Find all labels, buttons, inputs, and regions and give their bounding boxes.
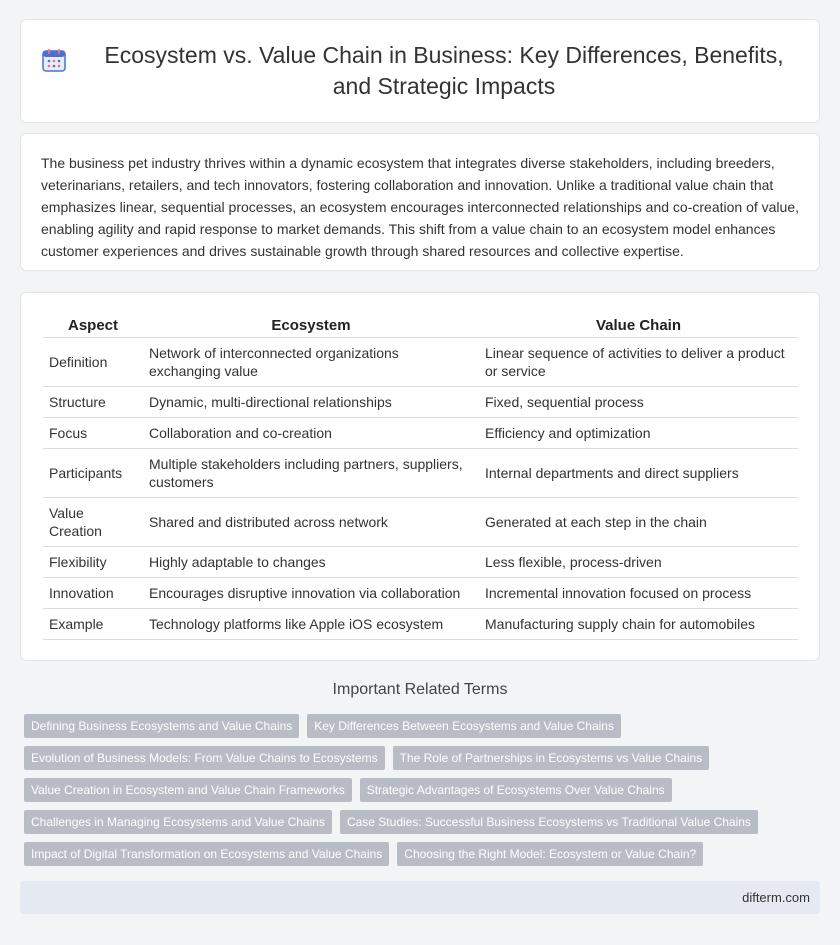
cell-value-chain: Less flexible, process-driven — [479, 546, 798, 577]
cell-aspect: Example — [43, 608, 143, 639]
cell-value-chain: Fixed, sequential process — [479, 386, 798, 417]
cell-value-chain: Internal departments and direct suppliers — [479, 448, 798, 497]
table-row — [43, 386, 798, 417]
table-row — [43, 577, 798, 608]
cell-aspect: Participants — [43, 448, 143, 497]
related-term-link[interactable]: Case Studies: Successful Business Ecosystems vs Traditional Value Chains — [340, 810, 758, 834]
related-term-link[interactable]: Choosing the Right Model: Ecosystem or Value Chain? — [397, 842, 703, 866]
table-row — [43, 497, 798, 546]
cell-aspect: Flexibility — [43, 546, 143, 577]
cell-ecosystem: Collaboration and co-creation — [143, 417, 479, 448]
intro-paragraph: The business pet industry thrives within a dynamic ecosystem that integrates diverse stakeholders, including breeders, veterinarians, retailers, and tech innovators, fostering collaboration and innovation. Unlike a traditional value chain that emphasizes linear, sequential processes, an ecosystem encourages interconnected relationships and co-creation of value, enabling agility and rapid response to market demands. This shift from a value chain to an ecosystem model enhances customer experiences and drives sustainable growth through shared resources and collective expertise. — [41, 155, 799, 259]
table-row — [43, 608, 798, 639]
table-row — [43, 546, 798, 577]
related-term-link[interactable]: The Role of Partnerships in Ecosystems vs Value Chains — [393, 746, 710, 770]
related-term-link[interactable]: Key Differences Between Ecosystems and Value Chains — [307, 714, 621, 738]
related-term-link[interactable]: Evolution of Business Models: From Value Chains to Ecosystems — [24, 746, 385, 770]
related-term-link[interactable]: Challenges in Managing Ecosystems and Value Chains — [24, 810, 332, 834]
cell-ecosystem: Network of interconnected organizations exchanging value — [143, 337, 479, 386]
table-row — [43, 448, 798, 497]
cell-ecosystem: Dynamic, multi-directional relationships — [143, 386, 479, 417]
cell-value-chain: Manufacturing supply chain for automobiles — [479, 608, 798, 639]
related-terms-list — [24, 714, 820, 874]
header-card — [20, 19, 820, 123]
table-row — [43, 417, 798, 448]
cell-aspect: Innovation — [43, 577, 143, 608]
footer-site-link[interactable]: difterm.com — [742, 890, 810, 905]
cell-value-chain: Efficiency and optimization — [479, 417, 798, 448]
cell-aspect: Value Creation — [43, 497, 143, 546]
related-term-link[interactable]: Impact of Digital Transformation on Ecosystems and Value Chains — [24, 842, 389, 866]
intro-card — [20, 133, 820, 271]
cell-aspect: Structure — [43, 386, 143, 417]
cell-aspect: Definition — [43, 337, 143, 386]
cell-value-chain: Incremental innovation focused on process — [479, 577, 798, 608]
cell-value-chain: Generated at each step in the chain — [479, 497, 798, 546]
column-header-value-chain: Value Chain — [479, 311, 798, 337]
footer — [20, 881, 820, 914]
cell-aspect: Focus — [43, 417, 143, 448]
column-header-ecosystem: Ecosystem — [143, 311, 479, 337]
cell-ecosystem: Technology platforms like Apple iOS ecosystem — [143, 608, 479, 639]
cell-ecosystem: Multiple stakeholders including partners, suppliers, customers — [143, 448, 479, 497]
cell-ecosystem: Shared and distributed across network — [143, 497, 479, 546]
related-term-link[interactable]: Value Creation in Ecosystem and Value Chain Frameworks — [24, 778, 352, 802]
cell-ecosystem: Highly adaptable to changes — [143, 546, 479, 577]
column-header-aspect: Aspect — [43, 311, 143, 337]
comparison-table — [43, 311, 798, 640]
related-terms-heading: Important Related Terms — [332, 681, 508, 698]
comparison-card — [20, 292, 820, 661]
calendar-icon — [41, 47, 67, 73]
page-title: Ecosystem vs. Value Chain in Business: Key Differences, Benefits, and Strategic Impacts — [104, 42, 784, 99]
related-term-link[interactable]: Strategic Advantages of Ecosystems Over Value Chains — [360, 778, 672, 802]
cell-value-chain: Linear sequence of activities to deliver a product or service — [479, 337, 798, 386]
related-term-link[interactable]: Defining Business Ecosystems and Value Chains — [24, 714, 299, 738]
cell-ecosystem: Encourages disruptive innovation via collaboration — [143, 577, 479, 608]
table-row — [43, 337, 798, 386]
